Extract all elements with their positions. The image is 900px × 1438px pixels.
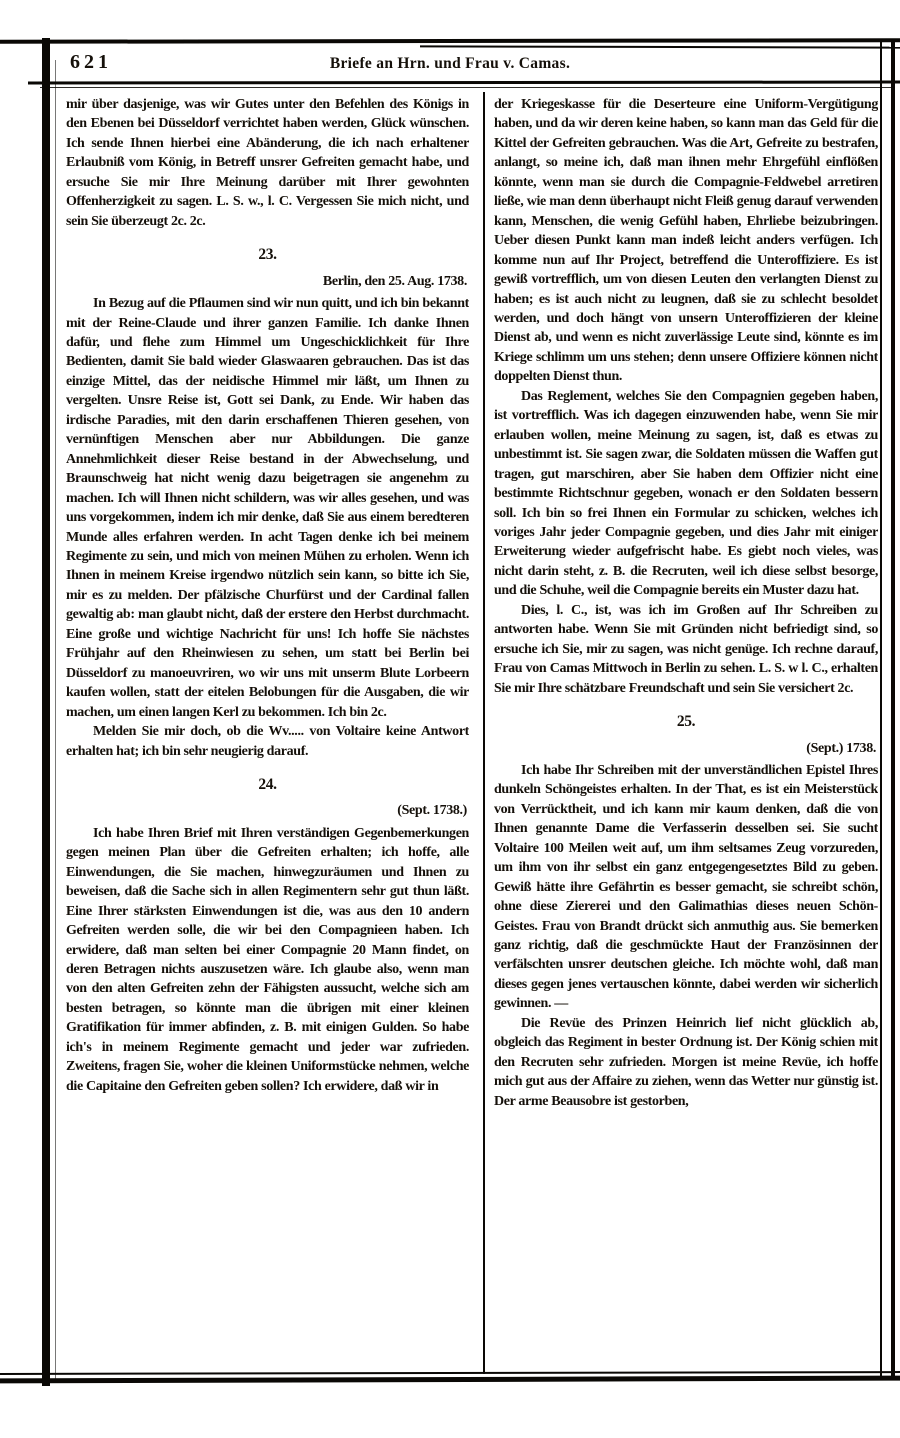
letter-paragraph: Ich habe Ihren Brief mit Ihren verständigen Gegenbemerkungen gegen meinen Plan über die Gefreiten erhalten; ich hoffe, alle Einwendungen, die Sie machen, hinwegzuräumen und Ihnen zu beweisen, daß die Sache sich in allen Regimentern sehr gut thun läßt. Eine Ihrer stärksten Einwendungen ist die, was aus den 10 andern Gefreiten werden solle, die wir bei den Compagnieen haben. Ich erwidere, daß man selten bei einer Compagnie 20 Mann findet, on deren Betragen nichts auszusetzen wäre. Ich glaube also, wenn man von den alten Gefreiten zehn der Fähigsten aussucht, welche sich am besten betragen, so könnte man die übrigen mit einer kleinen Gratifikation für immer abfinden, z. B. mit einigen Gulden. So habe ich's in meinem Regimente gemacht und jeder war zufrieden. Zweitens, fragen Sie, woher die kleinen Uniformstücke nehmen, welche die Capitaine den Gefreiten geben sollen? Ich erwidere, daß wir in (66, 825, 469, 1094)
letter-paragraph: Das Reglement, welches Sie den Compagnien gegeben haben, ist vortrefflich. Was ich dagegen einzuwenden habe, wenn Sie mir erlauben wollen, meine Meinung zu sagen, ist, daß es etwas zu unbestimmt ist. Sie sagen zwar, die Soldaten müssen die Waffen gut tragen, gut marschiren, aber Sie haben dem Offizier nicht eine bestimmte Richtschnur gegeben, wonach er den Soldaten bessern soll. Ich bin so frei Ihnen ein Formular zu schicken, welches ich voriges Jahr jeder Compagnie gegeben, und dies Jahr mit einiger Erweiterung wieder aufgefrischt habe. Es giebt noch vieles, was nicht darin steht, z. B. die Recruten, weil ich diese selbst besorge, und die Schuhe, weil die Compagnie bereits ein Muster dazu hat. (494, 388, 878, 599)
letter-paragraph: Dies, l. C., ist, was ich im Großen auf Ihr Schreiben zu antworten habe. Wenn Sie mit Gründen nicht befriedigt sind, so ersuche ich Sie, mir zu sagen, was nicht genüge. Ich rechne darauf, Frau von Camas Mittwoch in Berlin zu sehen. L. S. w l. C., erhalten Sie mir Ihre schätzbare Freundschaft und sein Sie versichert 2c. (494, 602, 878, 696)
letter-dateline: Berlin, den 25. Aug. 1738. (322, 273, 467, 289)
letter-number-heading: 24. (258, 775, 277, 793)
header-rule-inner (40, 87, 894, 88)
header-rule (28, 81, 900, 85)
running-title: Briefe an Hrn. und Frau v. Camas. (329, 55, 571, 72)
right-column (494, 95, 878, 1373)
letter-dateline: (Sept.) 1738. (806, 740, 876, 756)
letter-paragraph: mir über dasjenige, was wir Gutes unter den Befehlen des Königs in den Ebenen bei Düsseldorf verrichtet haben werden, Glück wünschen. Ich sende Ihnen hierbei eine Abänderung, die ich nach erhaltener Erlaubniß vom König, in Betreff unsrer Gefreiten gemacht habe, und ersuche Sie mir Ihre Meinung darüber mit Ihrer gewohnten Offenherzigkeit zu sagen. L. S. w., l. C. Vergessen Sie mich nicht, und sein Sie überzeugt 2c. 2c. (66, 97, 469, 229)
left-border-rule (42, 38, 50, 1386)
letter-paragraph: In Bezug auf die Pflaumen sind wir nun quitt, und ich bin bekannt mit der Reine-Claude und ihrer ganzen Familie. Ich danke Ihnen dafür, und flehe zum Himmel um Ungeschicklichkeit für Ihre Bedienten, damit Sie bald wieder Glaswaaren gebrauchen. Das ist das einzige Mittel, das der neidische Himmel mir läßt, um Ihnen zu vergelten. Unsre Reise ist, Gott sei Dank, zu Ende. Wir haben das irdische Paradies, mit den darin erschaffenen Thieren gesehen, von vernünftigen Menschen aber nur Abbildungen. Die ganze Annehmlichkeit dieser Reise bestand in der Abwechselung, und Braunschweig hat nicht wenig dazu beigetragen sie angenehm zu machen. Ich will Ihnen nicht schildern, was wir alles gesehen, und was uns vorgekommen, indem ich mir denke, daß Sie aus einem beredteren Munde alles erfahren werden. In acht Tagen denke ich bei meinem Regimente zu sein, und mich von meinen Mühen zu erholen. Wenn ich Ihnen in meinem Kreise irgendwo nützlich sein kann, so bitte ich Sie, mir es zu melden. Der pfälzische Churfürst und der Cardinal fallen gewaltig ab: man glaubt nicht, daß der erstere den Herbst durchmacht. Eine große und wichtige Nachricht für uns! Ich hoffe Sie nächstes Frühjahr auf den Rheinwiesen zu sehen, um statt bei Berlin bei Düsseldorf zu manoeuvriren, wo wir uns mit unserm Blute Lorbeern kaufen wollen, statt der eitelen Belobungen für die Ausgaben, die wir machen, um einen langen Kerl zu bekommen. Ich bin 2c. (66, 296, 469, 720)
bottom-border-rule-heavy (0, 1376, 900, 1384)
letter-number-heading: 23. (258, 246, 277, 264)
left-border-rule-inner (55, 60, 56, 1380)
letter-paragraph: Die Revüe des Prinzen Heinrich lief nicht glücklich ab, obgleich das Regiment in bester Ordnung ist. Der König schien mit den Recruten sehr zufrieden. Morgen ist meine Revüe, ich hoffe mich gut aus der Affaire zu ziehen, wenn das Wetter nur günstig ist. Der arme Beausobre ist gestorben, (494, 1015, 878, 1109)
letter-paragraph: Ich habe Ihr Schreiben mit der unverständlichen Epistel Ihres dunkeln Schöngeistes erhalten. In der That, es ist ein Meisterstück von Verrücktheit, und ich kann mir kaum denken, daß die von Ihnen genannte Dame die Verfasserin desselben sei. Sie sucht Voltaire 100 Meilen weit auf, um ihm seltsames Zeug vorzureden, um ihm von ihr selbst ein ganz entgegengesetztes Bild zu geben. Gewiß hätte ihre Gefährtin es besser gemacht, sie schreibt schön, ohne diese Ziererei und den Galimathias dieses neuen Schön-Geistes. Frau von Brandt drückt sich anmuthig aus. Sie bemerken ganz richtig, daß die geschmückte Haut der Französinnen der verfälschten unsrer deutschen gleiche. Ich möchte wohl, daß man dieses gegen jenes vertauschen könnte, dabei werden wir sicherlich gewinnen. — (494, 762, 878, 1012)
top-border-rule-inner (420, 45, 900, 48)
letter-dateline: (Sept. 1738.) (397, 803, 467, 819)
left-column (66, 95, 469, 1373)
top-border-rule (0, 38, 900, 44)
right-border-rule-inner (880, 42, 882, 1380)
right-border-rule-outer (891, 40, 895, 1380)
letter-paragraph: Melden Sie mir doch, ob die Wv..... von Voltaire keine Antwort erhalten hat; ich bin sehr neugierig darauf. (66, 724, 469, 759)
column-divider-rule (483, 92, 485, 1374)
letter-number-heading: 25. (676, 713, 696, 731)
letter-paragraph: der Kriegeskasse für die Deserteure eine Uniform-Vergütigung haben, und da wir deren keine haben, so kann man das Geld für die Kittel der Gefreiten gebrauchen. Was die Art, Gefreite zu bestrafen, anlangt, so meine ich, daß man ihnen mehr Ehrgefühl einflößen könnte, wenn man sie durch die Compagnie-Feldwebel arretiren ließe, wie man denn überhaupt nicht Fleiß genug darauf verwenden kann, Menschen, die wenig Gefühl haben, Ehrliebe beizubringen. Ueber diesen Punkt kann man indeß leicht anders verfügen. Ich komme nun auf Ihr Project, betreffend die Unteroffiziere. Es ist gewiß vortrefflich, um von diesen Leuten den verlangten Dienst zu haben; es ist auch nicht zu leugnen, daß sie zu schlecht besoldet werden, und doch hängt von unsern Unteroffizieren der kleine Dienst ab, und wenn es nicht zuverlässige Leute sind, könnte es im Kriege schlimm um uns stehen; denn unsere Offiziere können nicht doppelten Dienst thun. (494, 97, 878, 385)
page-number: 621 (70, 51, 112, 73)
